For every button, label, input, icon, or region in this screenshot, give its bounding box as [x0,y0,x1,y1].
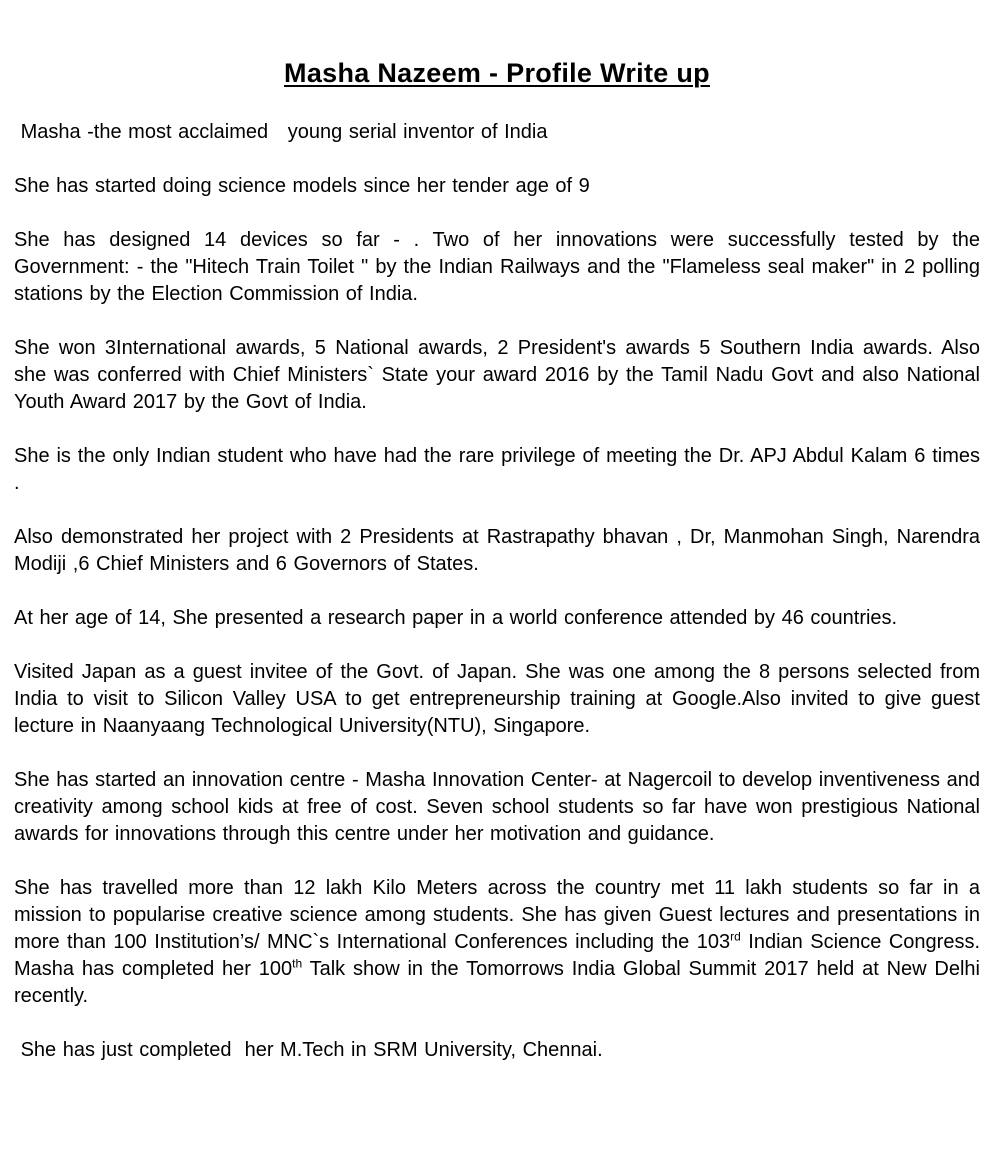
paragraph-10 [14,875,980,1010]
text-run: She is the only Indian student who have had the rare privilege of meeting the Dr. APJ Abdul Kalam 6 times . [14,445,980,494]
text-run: Talk show in the Tomorrows India Global Summit 2017 held at New Delhi recently. [14,958,980,1007]
text-run: She has travelled more than 12 lakh Kilo Meters across the country met 11 lakh students so far in a mission to popularise creative science among students. She has given Guest lectures and presentations in more than 100 Institution’s/ MNC`s International Conferences including the 103 [14,877,980,953]
text-run: She has just completed her M.Tech in SRM University, Chennai. [14,1039,603,1061]
document-body [14,119,980,1064]
text-run: She has designed 14 devices so far - . Two of her innovations were successfully tested by the Government: - the "Hitech Train Toilet " by the Indian Railways and the "Flameless seal maker" in 2 polling stations by the Election Commission of India. [14,229,980,305]
text-run: Also demonstrated her project with 2 Presidents at Rastrapathy bhavan , Dr, Manmohan Singh, Narendra Modiji ,6 Chief Ministers and 6 Governors of States. [14,526,980,575]
text-run: Visited Japan as a guest invitee of the Govt. of Japan. She was one among the 8 persons selected from India to visit to Silicon Valley USA to get entrepreneurship training at Google.Also invited to give guest lecture in Naanyaang Technological University(NTU), Singapore. [14,661,980,737]
text-run: Masha -the most acclaimed young serial inventor of India [14,121,548,143]
text-run: She won 3International awards, 5 National awards, 2 President's awards 5 Southern India awards. Also she was conferred with Chief Ministers` State your award 2016 by the Tamil Nadu Govt and also National Youth Award 2017 by the Govt of India. [14,337,980,413]
document-title: Masha Nazeem - Profile Write up [284,58,710,88]
paragraph-3 [14,227,980,308]
text-run: She has started doing science models since her tender age of 9 [14,175,590,197]
paragraph-8 [14,659,980,740]
ordinal-superscript: rd [730,929,741,944]
text-run: At her age of 14, She presented a research paper in a world conference attended by 46 countries. [14,607,898,629]
text-run: Indian Science Congress. Masha has completed her 100 [14,931,980,980]
paragraph-6 [14,524,980,578]
paragraph-2 [14,173,980,200]
paragraph-4 [14,335,980,416]
paragraph-5 [14,443,980,497]
paragraph-9 [14,767,980,848]
paragraph-1 [14,119,980,146]
paragraph-7 [14,605,980,632]
text-run: She has started an innovation centre - Masha Innovation Center- at Nagercoil to develop inventiveness and creativity among school kids at free of cost. Seven school students so far have won prestigious National awards for innovations through this centre under her motivation and guidance. [14,769,980,845]
ordinal-superscript: th [292,956,303,971]
paragraph-11 [14,1037,980,1064]
